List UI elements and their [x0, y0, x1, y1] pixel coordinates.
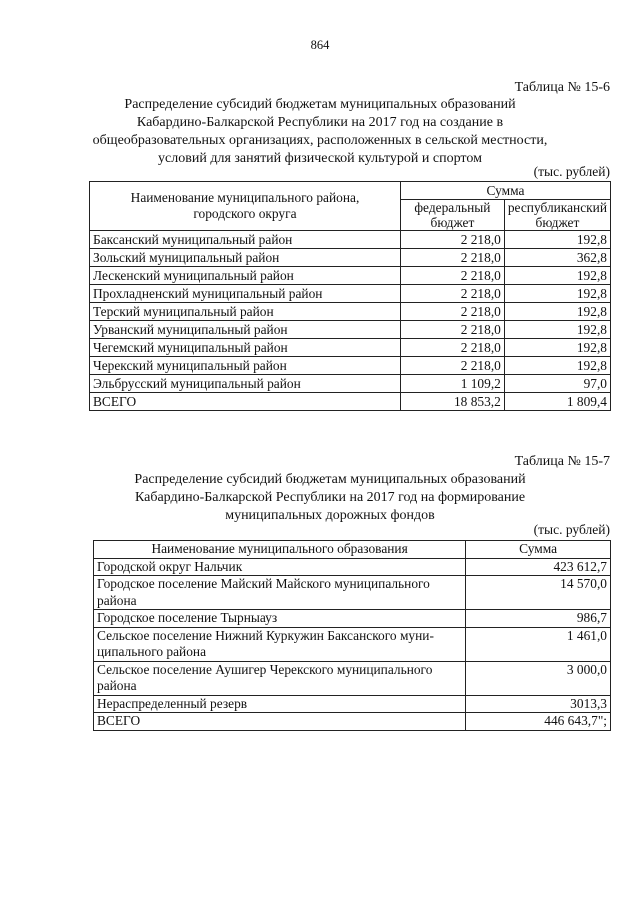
table-row: [90, 357, 611, 375]
table-row: [90, 375, 611, 393]
table1-cell-federal: 2 218,0: [400, 267, 504, 285]
table2-title: [0, 471, 640, 525]
table-row: [90, 321, 611, 339]
table1-cell-federal: 2 218,0: [400, 321, 504, 339]
table1-cell-federal: 2 218,0: [400, 303, 504, 321]
table1-title-line: Кабардино-Балкарской Республики на 2017 год на создание в: [136, 115, 504, 130]
table2-header-sum: Сумма: [466, 541, 611, 559]
table-row: [90, 231, 611, 249]
table1-cell-federal: 2 218,0: [400, 249, 504, 267]
table2-cell-sum: 3013,3: [466, 695, 611, 713]
table1-cell-republic: 192,8: [504, 303, 610, 321]
table1-cell-republic: 192,8: [504, 231, 610, 249]
table-row: [90, 249, 611, 267]
table2-cell-name: [94, 661, 466, 695]
table2-header-name: Наименование муниципального образования: [94, 541, 466, 559]
table-row: [94, 610, 611, 628]
table1-title-line: условий для занятий физической культурой и спортом: [158, 151, 482, 166]
table1-cell-name: ВСЕГО: [90, 393, 401, 411]
table1-cell-federal: 18 853,2: [400, 393, 504, 411]
table2-title-line: Кабардино-Балкарской Республики на 2017 год на формирование: [134, 490, 526, 505]
table2-cell-name: [94, 576, 466, 610]
table2-cell-sum: 423 612,7: [466, 558, 611, 576]
table1-title: [0, 96, 640, 168]
table1-cell-name: Лескенский муниципальный район: [90, 267, 401, 285]
table2-cell-name-line: Сельское поселение Нижний Куркужин Баксанского муни-: [97, 627, 434, 643]
table1-units: (тыс. рублей): [533, 164, 610, 179]
table1-cell-republic: 192,8: [504, 321, 610, 339]
table2-cell-name-line: Городское поселение Майский Майского муниципального: [97, 576, 430, 591]
table1-cell-federal: 2 218,0: [400, 339, 504, 357]
table2-cell-name-line: Сельское поселение Аушигер Черекского муниципального: [97, 661, 433, 677]
table1-label: Таблица № 15-6: [514, 80, 610, 95]
table1-cell-republic: 362,8: [504, 249, 610, 267]
table2-cell-sum: 986,7: [466, 610, 611, 628]
table-row: [90, 285, 611, 303]
page-number: 864: [310, 38, 330, 52]
table1-header-federal-line: федеральный: [414, 200, 491, 215]
table-row: [90, 339, 611, 357]
table1-title-line: Распределение субсидий бюджетам муниципальных образований: [124, 97, 516, 112]
table1-cell-name: Баксанский муниципальный район: [90, 231, 401, 249]
table1-cell-federal: 2 218,0: [400, 231, 504, 249]
table2-cell-name-line: района: [97, 592, 137, 608]
table-row: [94, 558, 611, 576]
table1-header-federal: [400, 200, 504, 231]
table-row: [94, 576, 611, 610]
table1-header-name-line: городского округа: [193, 206, 297, 221]
table2-cell-name: [94, 558, 466, 576]
table2-cell-name-line: ВСЕГО: [97, 713, 141, 728]
table1-header-republic-line: республиканский: [507, 200, 607, 215]
table1-cell-republic: 192,8: [504, 267, 610, 285]
table2-cell-sum: 446 643,7";: [466, 713, 611, 731]
table1-cell-republic: 192,8: [504, 339, 610, 357]
table1-header-sum: Сумма: [400, 182, 610, 200]
table1-cell-federal: 1 109,2: [400, 375, 504, 393]
table1-title-line: общеобразовательных организациях, расположенных в сельской местности,: [92, 133, 548, 148]
table1-cell-name: Урванский муниципальный район: [90, 321, 401, 339]
table2-cell-sum: 14 570,0: [466, 576, 611, 610]
table2-cell-name: [94, 713, 466, 731]
table2-cell-name: [94, 695, 466, 713]
table1-cell-republic: 192,8: [504, 357, 610, 375]
table2-units: (тыс. рублей): [533, 522, 610, 537]
table1-cell-republic: 1 809,4: [504, 393, 610, 411]
table2-cell-sum: 3 000,0: [466, 661, 611, 695]
table1-header-federal-line: бюджет: [430, 215, 475, 230]
table1-header-name: [90, 182, 401, 231]
table2-cell-name-line: Нераспределенный резерв: [97, 695, 248, 711]
table1-cell-name: Черекский муниципальный район: [90, 357, 401, 375]
table1-cell-name: Прохладненский муниципальный район: [90, 285, 401, 303]
table-row: [94, 627, 611, 661]
table1-cell-name: Терский муниципальный район: [90, 303, 401, 321]
table1-cell-federal: 2 218,0: [400, 357, 504, 375]
table-row-total: [90, 393, 611, 411]
table1-cell-name: Эльбрусский муниципальный район: [90, 375, 401, 393]
table-row: [90, 303, 611, 321]
table-row-total: [94, 713, 611, 731]
table2-title-line: Распределение субсидий бюджетам муниципальных образований: [134, 472, 526, 487]
table1: [89, 181, 611, 411]
table2-title-line: муниципальных дорожных фондов: [225, 508, 435, 523]
table2-cell-sum: 1 461,0: [466, 627, 611, 661]
table-row: [90, 267, 611, 285]
table2: [93, 540, 611, 731]
table2-cell-name-line: ципального района: [97, 644, 207, 659]
table1-cell-republic: 97,0: [504, 375, 610, 393]
table1-cell-name: Чегемский муниципальный район: [90, 339, 401, 357]
table1-header-republic: [504, 200, 610, 231]
table-row: [94, 695, 611, 713]
table1-cell-republic: 192,8: [504, 285, 610, 303]
table2-cell-name: [94, 610, 466, 628]
table2-cell-name-line: Городской округ Нальчик: [97, 558, 243, 574]
table2-label: Таблица № 15-7: [514, 454, 610, 469]
table2-cell-name-line: района: [97, 678, 137, 693]
table2-cell-name-line: Городское поселение Тырныауз: [97, 610, 278, 625]
table1-cell-federal: 2 218,0: [400, 285, 504, 303]
table-row: [94, 661, 611, 695]
table1-cell-name: Зольский муниципальный район: [90, 249, 401, 267]
table2-cell-name: [94, 627, 466, 661]
table1-header-name-line: Наименование муниципального района,: [130, 190, 360, 205]
table1-header-republic-line: бюджет: [535, 215, 580, 230]
